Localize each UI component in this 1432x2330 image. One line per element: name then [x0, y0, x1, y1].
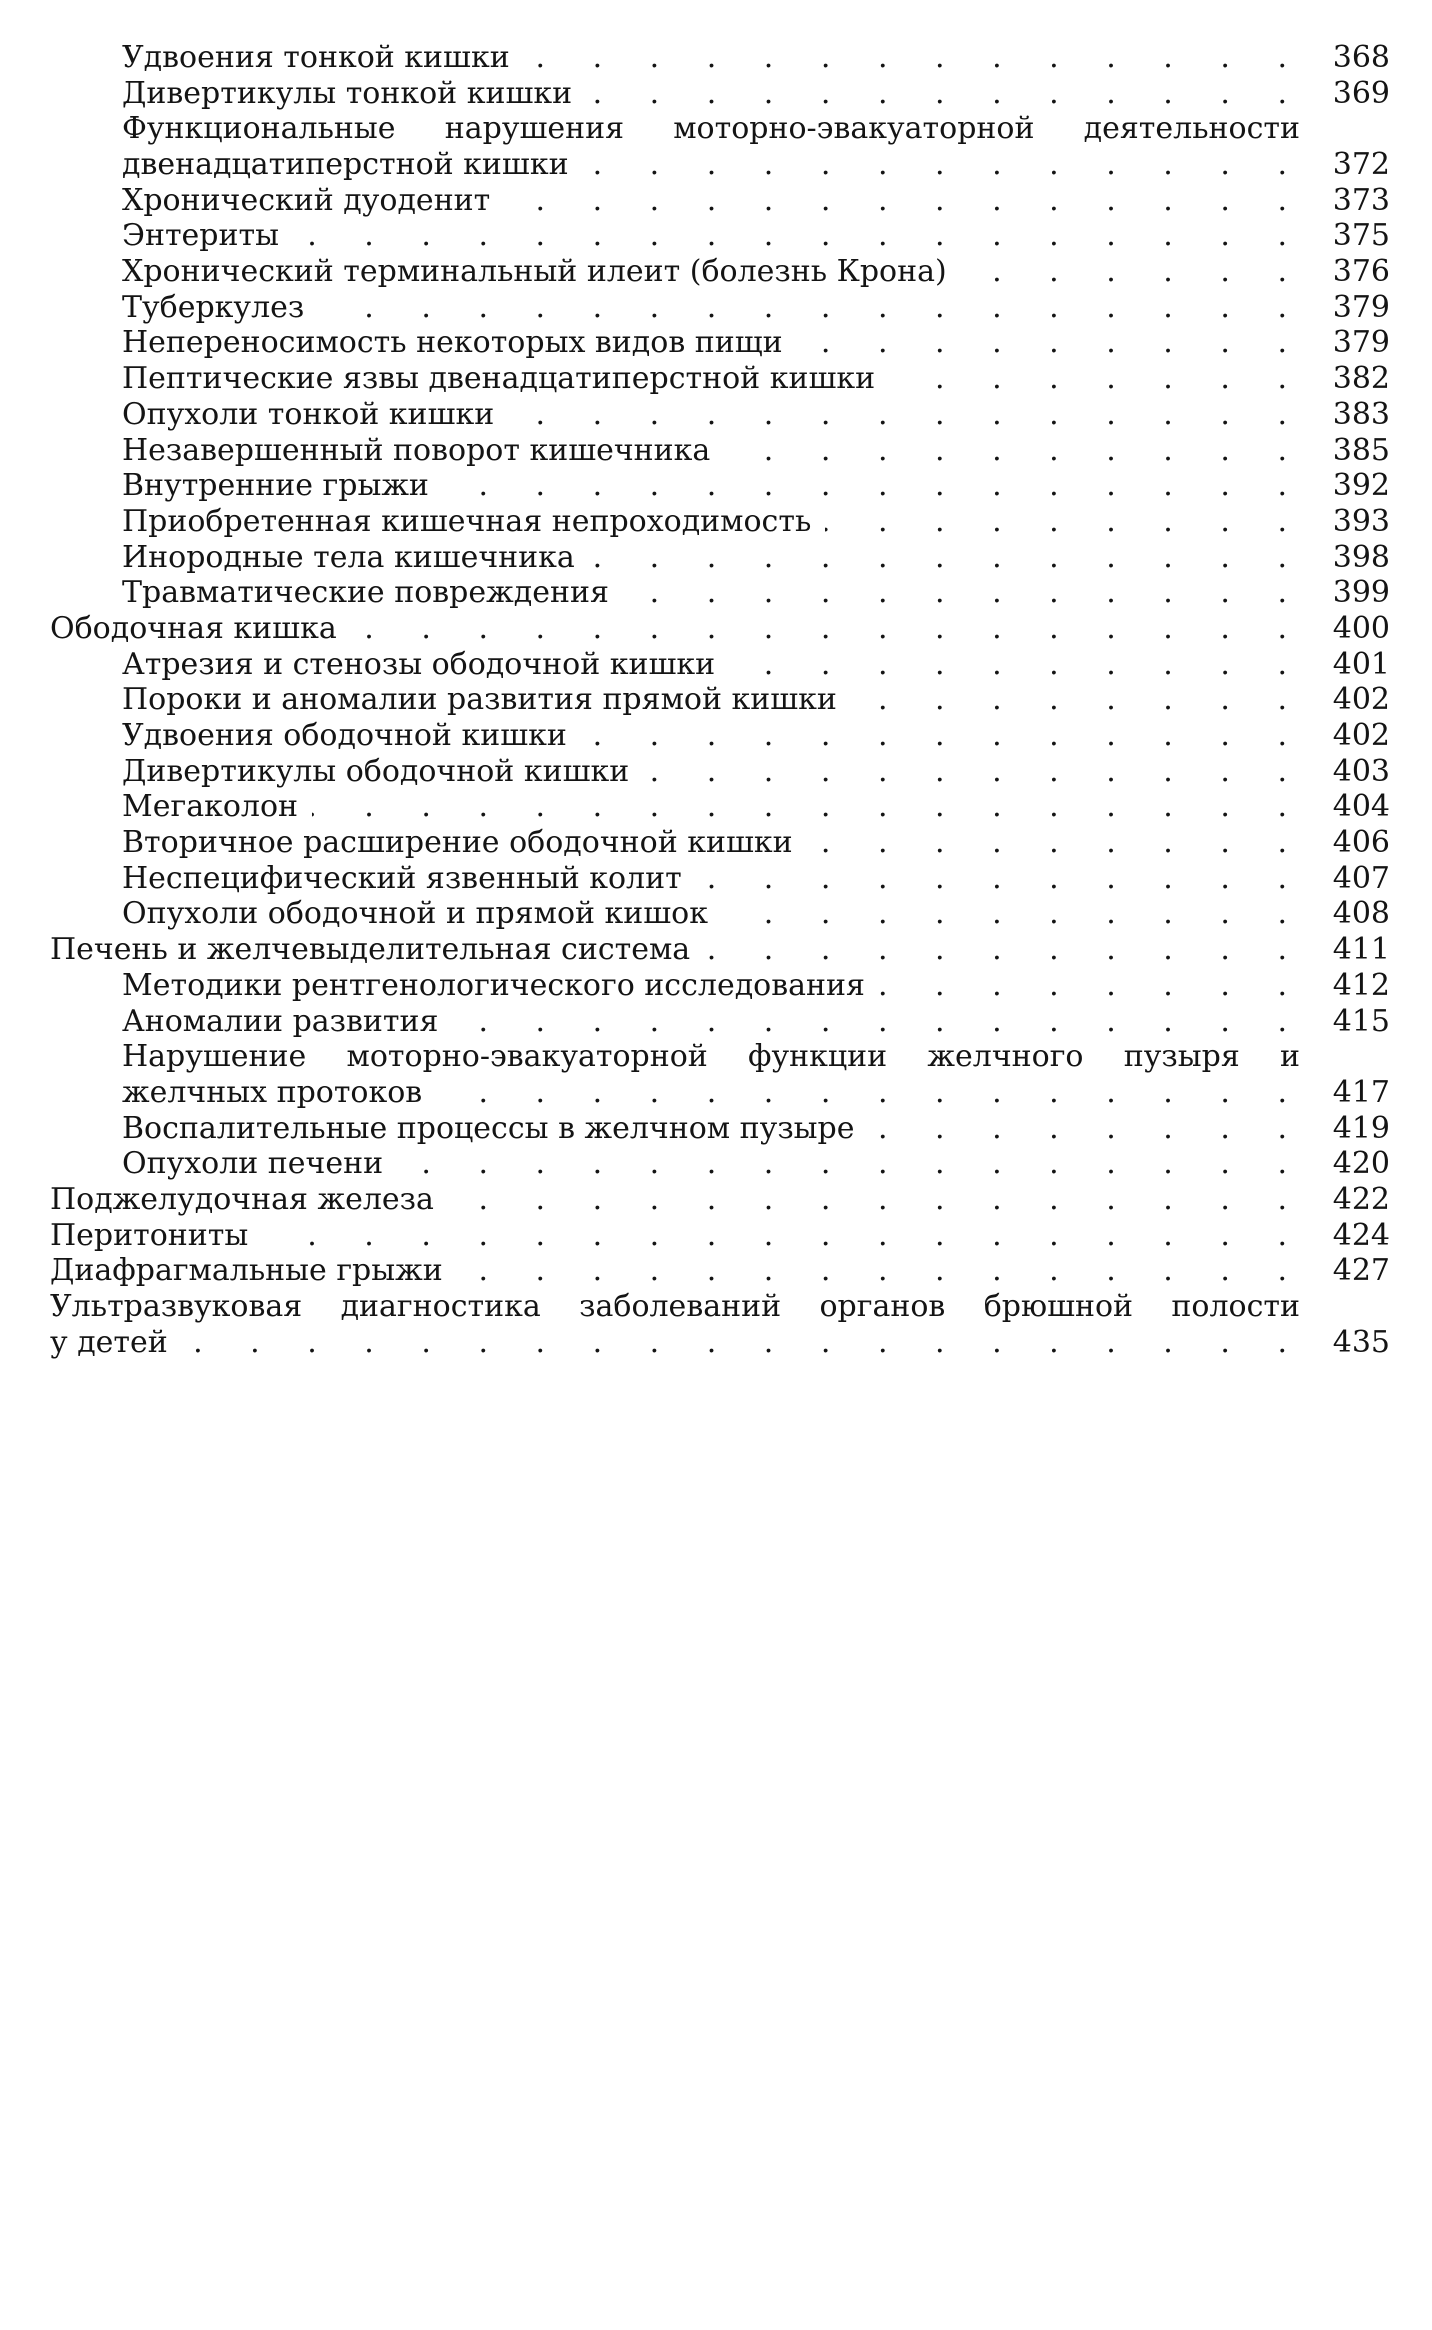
dot-leader [869, 1111, 1306, 1147]
dot-leader [524, 40, 1306, 76]
toc-entry-page-number: 368 [1332, 39, 1390, 75]
dot-leader [807, 825, 1306, 861]
toc-entry-title: Инородные тела кишечника [122, 539, 575, 575]
toc-entry [50, 254, 1390, 290]
toc-entry-title: у детей [50, 1324, 168, 1360]
toc-entry-title: Опухоли тонкой кишки [122, 396, 495, 432]
toc-entry [50, 754, 1390, 790]
dot-leader [436, 1075, 1306, 1111]
dot-leader [262, 1218, 1306, 1254]
toc-entry-title: Печень и желчевыделительная система [50, 932, 691, 968]
dot-leader [581, 718, 1306, 754]
toc-entry-title: Воспалительные процессы в желчном пузыре [122, 1110, 855, 1146]
toc-entry-title: Пептические язвы двенадцатиперстной кишки [122, 361, 876, 397]
toc-entry-title-lead: Нарушение моторно-эвакуаторной функции желчного пузыря и [122, 1039, 1300, 1075]
toc-entry-page-number: 411 [1332, 932, 1390, 968]
toc-entry-page-number: 385 [1332, 432, 1390, 468]
toc-entry-page-number: 379 [1332, 289, 1390, 325]
toc-entry [50, 897, 1390, 933]
toc-entry-title: Удвоения ободочной кишки [122, 718, 567, 754]
toc-entry-title: Аномалии развития [122, 1003, 439, 1039]
toc-entry [50, 718, 1390, 754]
dot-leader [825, 504, 1306, 540]
toc-entry-title-lead: Функциональные нарушения моторно-эвакуаторной деятельности [122, 111, 1300, 147]
dot-leader [508, 397, 1306, 433]
table-of-contents [50, 40, 1390, 1360]
toc-entry-title: Методики рентгенологического исследования [122, 967, 865, 1003]
dot-leader [704, 932, 1306, 968]
toc-entry-title: Удвоения тонкой кишки [122, 39, 510, 75]
toc-entry [50, 183, 1390, 219]
toc-entry [50, 968, 1390, 1004]
toc-entry-title: Дивертикулы тонкой кишки [122, 75, 573, 111]
toc-entry [50, 1004, 1390, 1040]
toc-entry [50, 575, 1390, 611]
toc-entry-title: Атрезия и стенозы ободочной кишки [122, 646, 716, 682]
toc-entry-page-number: 382 [1332, 361, 1390, 397]
toc-entry-title: Вторичное расширение ободочной кишки [122, 825, 793, 861]
dot-leader [722, 896, 1306, 932]
toc-entry-title: Хронический терминальный илеит (болезнь Крона) [122, 254, 947, 290]
toc-entry [50, 932, 1390, 968]
toc-entry-page-number: 408 [1332, 896, 1390, 932]
toc-entry-page-number: 393 [1332, 503, 1390, 539]
toc-entry [50, 361, 1390, 397]
toc-entry-title: Опухоли печени [122, 1146, 384, 1182]
toc-entry [50, 1325, 1390, 1361]
dot-leader [729, 647, 1306, 683]
toc-entry [50, 540, 1390, 576]
toc-entry-title: Мегаколон [122, 789, 299, 825]
toc-entry [50, 433, 1390, 469]
toc-entry [50, 1253, 1390, 1289]
toc-entry-page-number: 407 [1332, 860, 1390, 896]
toc-entry-page-number: 422 [1332, 1181, 1390, 1217]
toc-entry-page-number: 376 [1332, 254, 1390, 290]
dot-leader [879, 968, 1306, 1004]
toc-entry-page-number: 435 [1332, 1324, 1390, 1360]
toc-entry [50, 40, 1390, 76]
toc-entry-page-number: 412 [1332, 967, 1390, 1003]
toc-entry [50, 825, 1390, 861]
toc-entry-title: Неспецифический язвенный колит [122, 860, 682, 896]
toc-entry [50, 1075, 1390, 1111]
toc-entry-page-number: 419 [1332, 1110, 1390, 1146]
dot-leader [889, 361, 1306, 397]
toc-entry-page-number: 401 [1332, 646, 1390, 682]
toc-entry-title: Дивертикулы ободочной кишки [122, 753, 630, 789]
dot-leader [397, 1146, 1306, 1182]
toc-entry-page-number: 379 [1332, 325, 1390, 361]
dot-leader [851, 682, 1306, 718]
toc-entry-title: Внутренние грыжи [122, 468, 429, 504]
toc-entry-title: Опухоли ободочной и прямой кишок [122, 896, 708, 932]
toc-entry-title: Перитониты [50, 1217, 249, 1253]
toc-entry [50, 789, 1390, 825]
dot-leader [586, 76, 1306, 112]
dot-leader [318, 290, 1306, 326]
toc-entry-page-number: 415 [1332, 1003, 1390, 1039]
toc-entry-page-number: 399 [1332, 575, 1390, 611]
dot-leader [961, 254, 1306, 290]
toc-entry-page-number: 400 [1332, 610, 1390, 646]
toc-entry-page-number: 427 [1332, 1253, 1390, 1289]
toc-entry-page-number: 398 [1332, 539, 1390, 575]
toc-entry [50, 861, 1390, 897]
toc-entry-page-number: 424 [1332, 1217, 1390, 1253]
toc-entry-page-number: 375 [1332, 218, 1390, 254]
dot-leader [452, 1004, 1306, 1040]
toc-entry-page-number: 369 [1332, 75, 1390, 111]
toc-entry-title: желчных протоков [122, 1074, 423, 1110]
toc-entry-page-number: 404 [1332, 789, 1390, 825]
toc-entry-title: Ободочная кишка [50, 610, 337, 646]
toc-entry-page-number: 373 [1332, 182, 1390, 218]
toc-entry [50, 1218, 1390, 1254]
toc-entry [50, 76, 1390, 112]
toc-entry-page-number: 372 [1332, 147, 1390, 183]
dot-leader [443, 468, 1306, 504]
dot-leader [643, 754, 1306, 790]
toc-entry-title: Энтериты [122, 218, 279, 254]
toc-entry [50, 647, 1390, 683]
toc-entry [50, 397, 1390, 433]
dot-leader [696, 861, 1306, 897]
toc-entry [50, 504, 1390, 540]
dot-leader [797, 325, 1306, 361]
dot-leader [589, 540, 1306, 576]
toc-entry-title: Приобретенная кишечная непроходимость [122, 503, 812, 539]
dot-leader [457, 1253, 1306, 1289]
toc-entry [50, 611, 1390, 647]
toc-entry [50, 1182, 1390, 1218]
toc-entry-title: Туберкулез [122, 289, 305, 325]
toc-entry-title: Незавершенный поворот кишечника [122, 432, 711, 468]
toc-entry-page-number: 383 [1332, 396, 1390, 432]
toc-entry [50, 218, 1390, 254]
dot-leader [293, 218, 1306, 254]
toc-entry [50, 290, 1390, 326]
toc-entry-page-number: 406 [1332, 825, 1390, 861]
toc-entry-title: Поджелудочная железа [50, 1181, 434, 1217]
toc-entry-title: Пороки и аномалии развития прямой кишки [122, 682, 837, 718]
toc-entry-page-number: 417 [1332, 1074, 1390, 1110]
dot-leader [583, 147, 1306, 183]
toc-entry [50, 1146, 1390, 1182]
dot-leader [623, 575, 1306, 611]
toc-entry-title: двенадцатиперстной кишки [122, 147, 569, 183]
toc-entry [50, 1111, 1390, 1147]
toc-entry-title: Хронический дуоденит [122, 182, 491, 218]
dot-leader [448, 1182, 1306, 1218]
toc-entry-title: Травматические повреждения [122, 575, 609, 611]
toc-entry-page-number: 402 [1332, 718, 1390, 754]
dot-leader [724, 433, 1306, 469]
toc-entry [50, 468, 1390, 504]
toc-entry-title-lead: Ультразвуковая диагностика заболеваний органов брюшной полости [50, 1289, 1300, 1325]
toc-entry-title: Непереносимость некоторых видов пищи [122, 325, 783, 361]
toc-entry-page-number: 402 [1332, 682, 1390, 718]
dot-leader [504, 183, 1306, 219]
toc-entry [50, 682, 1390, 718]
dot-leader [312, 789, 1306, 825]
dot-leader [351, 611, 1306, 647]
toc-entry [50, 147, 1390, 183]
toc-entry-title: Диафрагмальные грыжи [50, 1253, 443, 1289]
toc-entry-page-number: 403 [1332, 753, 1390, 789]
toc-entry [50, 326, 1390, 362]
dot-leader [182, 1325, 1306, 1361]
toc-entry-page-number: 420 [1332, 1146, 1390, 1182]
toc-entry-page-number: 392 [1332, 468, 1390, 504]
